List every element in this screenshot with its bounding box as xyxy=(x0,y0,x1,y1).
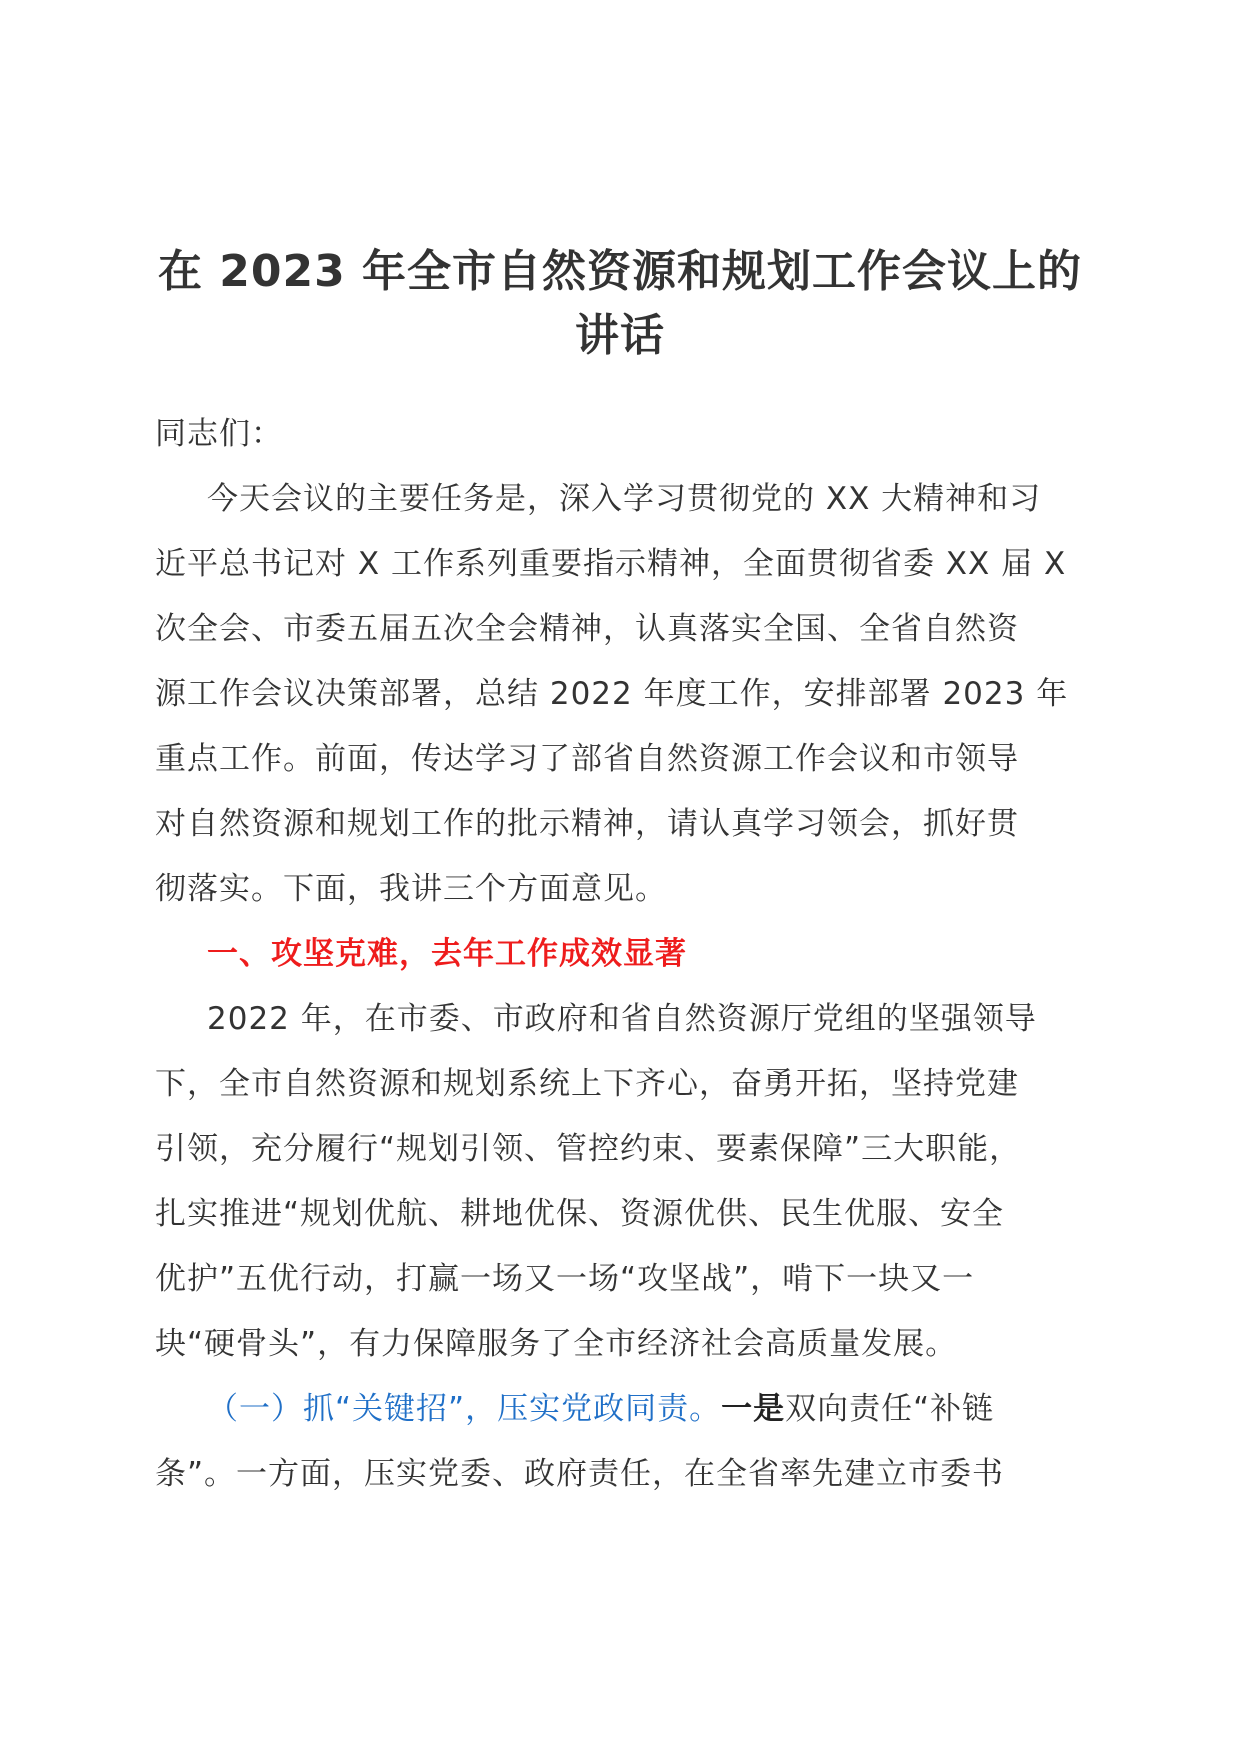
intro-line: 源工作会议决策部署，总结 2022 年度工作，安排部署 2023 年 xyxy=(155,676,1069,712)
section-1-line: 扎实推进“规划优航、耕地优保、资源优供、民生优服、安全 xyxy=(155,1196,1005,1232)
subsection-1-heading: （一）抓“关键招”，压实党政同责。 xyxy=(207,1391,722,1427)
section-1-line: 优护”五优行动，打赢一场又一场“攻坚战”，啃下一块又一 xyxy=(155,1261,975,1297)
subsection-1-paragraph xyxy=(155,1377,1085,1507)
section-1-line: 下，全市自然资源和规划系统上下齐心，奋勇开拓，坚持党建 xyxy=(155,1066,1019,1102)
section-1-line: 2022 年，在市委、市政府和省自然资源厅党组的坚强领导 xyxy=(207,1001,1037,1037)
intro-line: 重点工作。前面，传达学习了部省自然资源工作会议和市领导 xyxy=(155,741,1019,777)
subsection-1-text: 双向责任“补链 xyxy=(785,1391,995,1427)
title-line-2: 讲话 xyxy=(575,310,665,361)
section-1-line: 引领，充分履行“规划引领、管控约束、要素保障”三大职能， xyxy=(155,1131,1022,1167)
intro-line: 对自然资源和规划工作的批示精神，请认真学习领会，抓好贯 xyxy=(155,806,1019,842)
intro-line: 今天会议的主要任务是，深入学习贯彻党的 XX 大精神和习 xyxy=(207,481,1042,517)
intro-line: 近平总书记对 X 工作系列重要指示精神，全面贯彻省委 XX 届 X xyxy=(155,546,1067,582)
subsection-1-first-line xyxy=(155,1377,1085,1442)
title-line-1: 在 2023 年全市自然资源和规划工作会议上的 xyxy=(157,246,1083,297)
document-title xyxy=(155,240,1085,368)
section-1-heading: 一、攻坚克难，去年工作成效显著 xyxy=(207,936,687,972)
intro-line: 彻落实。下面，我讲三个方面意见。 xyxy=(155,871,667,907)
document-body xyxy=(155,240,1085,1507)
salutation: 同志们： xyxy=(155,416,283,452)
intro-line: 次全会、市委五届五次全会精神，认真落实全国、全省自然资 xyxy=(155,611,1019,647)
point-one-label: 一是 xyxy=(721,1391,786,1427)
section-1-paragraph xyxy=(155,987,1085,1377)
subsection-1-line: 条”。一方面，压实党委、政府责任，在全省率先建立市委书 xyxy=(155,1456,1005,1492)
section-1-line: 块“硬骨头”，有力保障服务了全市经济社会高质量发展。 xyxy=(155,1326,958,1362)
intro-paragraph xyxy=(155,467,1085,922)
